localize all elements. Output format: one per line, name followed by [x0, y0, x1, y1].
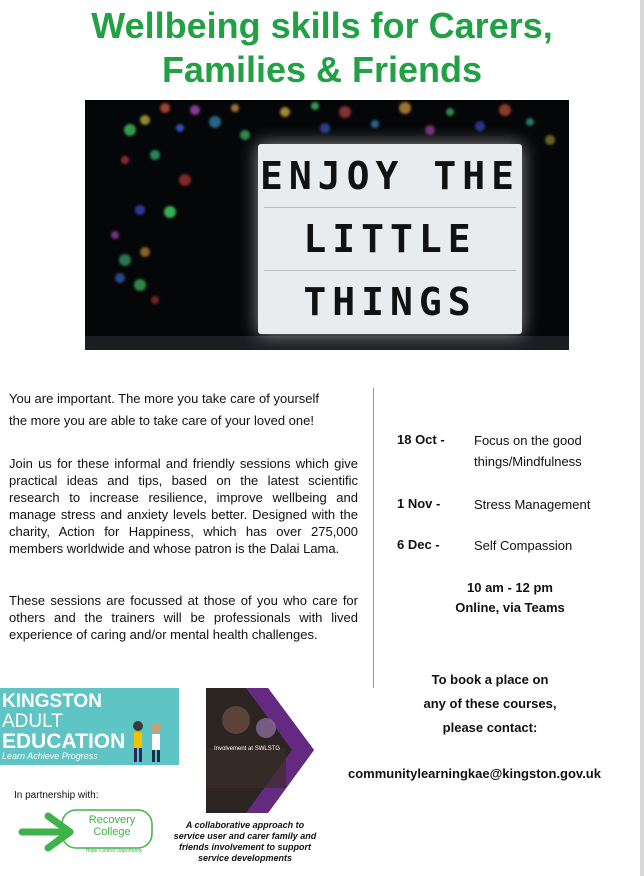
recovery-line-1: Recovery: [88, 814, 136, 826]
lightbox-line-2: LITTLE: [303, 217, 477, 261]
intro-line-2: the more you are able to take care of your loved one!: [9, 413, 314, 428]
partnership-label: In partnership with:: [14, 790, 99, 801]
lightbox-divider: [264, 207, 516, 208]
body-paragraph-2: These sessions are focussed at those of you who care for others and the trainers will be professionals with lived experience of caring and/or mental health challenges.: [9, 593, 358, 642]
recovery-college-logo: [18, 808, 158, 856]
booking-line-3: please contact:: [442, 720, 538, 735]
page-title: [0, 4, 644, 92]
lightbox-line-1: ENJOY THE: [260, 154, 520, 198]
session-topic: Stress Management: [474, 497, 591, 512]
session-time: [410, 578, 610, 618]
session-date: 18 Oct -: [397, 432, 445, 447]
lightbox-divider: [264, 270, 516, 271]
collaboration-caption: [160, 820, 330, 864]
booking-line-1: To book a place on: [431, 672, 549, 687]
body-paragraph-1: Join us for these informal and friendly sessions which give practical ideas and tips, based on the latest scientific research to increase resilience, improve wellbeing and manage stress and anxiety levels better. Designed with the charity, Action for Happiness, which has over 275,000 members worldwide and whose patron is the Dalai Lama.: [9, 456, 358, 556]
kae-tagline: Learn Achieve Progress: [2, 751, 98, 761]
caption-line-2: service user and carer family and: [173, 831, 317, 841]
caption-line-1: A collaborative approach to: [185, 820, 305, 830]
time-line-1: 10 am - 12 pm: [467, 580, 553, 595]
booking-info: [390, 668, 590, 740]
session-date: 6 Dec -: [397, 537, 440, 552]
recovery-line-2: College: [93, 826, 131, 838]
time-line-2: Online, via Teams: [455, 600, 565, 615]
contact-email[interactable]: communitylearningkae@kingston.gov.uk: [348, 766, 601, 781]
kingston-adult-education-logo: [0, 688, 179, 765]
kae-line-3: EDUCATION: [2, 730, 126, 753]
intro-text: [9, 388, 369, 432]
session-topic: Focus on the good things/Mindfulness: [474, 433, 582, 469]
kae-line-1: KINGSTON: [2, 691, 102, 712]
recovery-tagline: Hope Control Opportunity: [85, 848, 143, 854]
title-line-1: Wellbeing skills for Carers,: [91, 5, 553, 46]
kae-line-2: ADULT: [2, 711, 63, 732]
session-topic: Self Compassion: [474, 538, 573, 553]
intro-line-1: You are important. The more you take care of yourself: [9, 391, 320, 406]
page-edge: [640, 0, 644, 876]
hero-image: [85, 100, 569, 350]
lightbox-line-3: THINGS: [303, 280, 477, 324]
people-figures-icon: [126, 718, 176, 765]
involvement-label: Involvement at SWLSTG: [214, 746, 281, 752]
title-line-2: Families & Friends: [161, 49, 483, 90]
session-date: 1 Nov -: [397, 496, 441, 511]
booking-line-2: any of these courses,: [423, 696, 557, 711]
column-divider: [373, 388, 374, 688]
caption-line-4: service developments: [197, 853, 293, 863]
recovery-college-name: [76, 814, 148, 838]
involvement-swlstg-image: [206, 688, 314, 813]
caption-line-3: friends involvement to support: [178, 842, 311, 852]
lightbox-sign: [258, 144, 522, 334]
